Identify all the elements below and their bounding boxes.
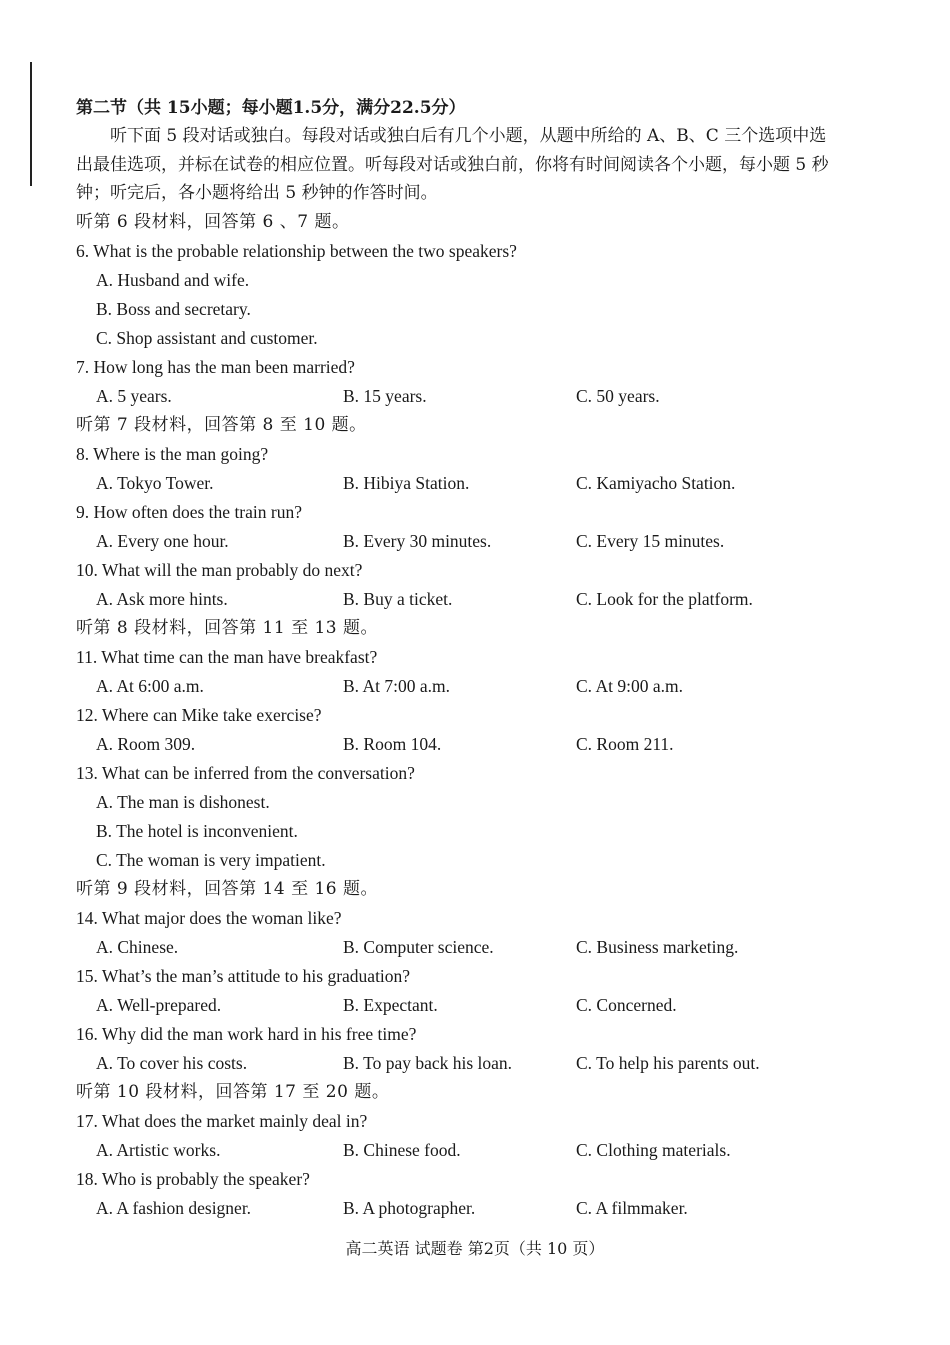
question-stem: 12. Where can Mike take exercise?	[76, 704, 322, 725]
block-header: 听第 9 段材料，回答第 14 至 16 题。	[76, 878, 379, 899]
options-row	[76, 1049, 836, 1078]
question-stem: 16. Why did the man work hard in his free time?	[76, 1023, 417, 1044]
options-row	[76, 1194, 836, 1223]
answer-option: A. Well-prepared.	[96, 994, 222, 1015]
block-header: 听第 7 段材料，回答第 8 至 10 题。	[76, 414, 367, 435]
answer-option: C. At 9:00 a.m.	[576, 675, 683, 696]
answer-option: C. To help his parents out.	[576, 1052, 760, 1073]
question-stem: 17. What does the market mainly deal in?	[76, 1110, 368, 1131]
answer-option: B. Buy a ticket.	[343, 588, 453, 609]
answer-option: C. Room 211.	[576, 733, 674, 754]
question-stem: 6. What is the probable relationship between the two speakers?	[76, 240, 517, 261]
question-stem: 8. Where is the man going?	[76, 443, 269, 464]
answer-option: C. Clothing materials.	[576, 1139, 731, 1160]
answer-option: A. The man is dishonest.	[96, 791, 270, 812]
answer-option: C. Kamiyacho Station.	[576, 472, 736, 493]
question-stem: 14. What major does the woman like?	[76, 907, 342, 928]
options-row	[76, 1136, 836, 1165]
answer-option: C. Shop assistant and customer.	[96, 327, 318, 348]
options-row	[76, 933, 836, 962]
answer-option: A. Every one hour.	[96, 530, 229, 551]
answer-option: C. The woman is very impatient.	[96, 849, 326, 870]
options-row	[76, 527, 836, 556]
answer-option: B. Hibiya Station.	[343, 472, 470, 493]
question-stem: 7. How long has the man been married?	[76, 356, 355, 377]
options-row	[76, 730, 836, 759]
question-stem: 13. What can be inferred from the conversation?	[76, 762, 415, 783]
options-row	[76, 672, 836, 701]
margin-line	[30, 62, 32, 186]
options-row	[76, 382, 836, 411]
answer-option: B. Every 30 minutes.	[343, 530, 492, 551]
answer-option: A. Ask more hints.	[96, 588, 228, 609]
answer-option: C. Business marketing.	[576, 936, 739, 957]
answer-option: B. The hotel is inconvenient.	[96, 820, 298, 841]
answer-option: B. Room 104.	[343, 733, 442, 754]
answer-option: B. Chinese food.	[343, 1139, 461, 1160]
answer-option: C. Concerned.	[576, 994, 677, 1015]
answer-option: C. A filmmaker.	[576, 1197, 688, 1218]
listening-blocks	[76, 208, 836, 1223]
block-header: 听第 10 段材料，回答第 17 至 20 题。	[76, 1081, 390, 1102]
answer-option: A. A fashion designer.	[96, 1197, 252, 1218]
answer-option: C. 50 years.	[576, 385, 660, 406]
answer-option: B. At 7:00 a.m.	[343, 675, 450, 696]
question-stem: 18. Who is probably the speaker?	[76, 1168, 310, 1189]
block-header: 听第 8 段材料，回答第 11 至 13 题。	[76, 617, 379, 638]
answer-option: A. Artistic works.	[96, 1139, 221, 1160]
options-row	[76, 469, 836, 498]
exam-page	[76, 94, 836, 1223]
answer-option: A. Tokyo Tower.	[96, 472, 214, 493]
answer-option: A. At 6:00 a.m.	[96, 675, 204, 696]
answer-option: C. Every 15 minutes.	[576, 530, 725, 551]
block-header: 听第 6 段材料，回答第 6 、7 题。	[76, 211, 350, 232]
answer-option: A. To cover his costs.	[96, 1052, 248, 1073]
answer-option: A. Room 309.	[96, 733, 196, 754]
answer-option: B. To pay back his loan.	[343, 1052, 513, 1073]
answer-option: B. Boss and secretary.	[96, 298, 251, 319]
answer-option: B. Computer science.	[343, 936, 494, 957]
answer-option: A. Chinese.	[96, 936, 179, 957]
answer-option: B. 15 years.	[343, 385, 427, 406]
options-row	[76, 991, 836, 1020]
page-footer: 高二英语 试题卷 第2页（共 10 页）	[345, 1239, 605, 1258]
options-row	[76, 585, 836, 614]
answer-option: A. Husband and wife.	[96, 269, 250, 290]
question-stem: 11. What time can the man have breakfast?	[76, 646, 378, 667]
question-stem: 10. What will the man probably do next?	[76, 559, 363, 580]
answer-option: C. Look for the platform.	[576, 588, 753, 609]
question-stem: 15. What’s the man’s attitude to his graduation?	[76, 965, 411, 986]
answer-option: B. Expectant.	[343, 994, 438, 1015]
question-stem: 9. How often does the train run?	[76, 501, 302, 522]
section-title: 第二节（共 15小题；每小题1.5分，满分22.5分）	[76, 98, 466, 118]
answer-option: B. A photographer.	[343, 1197, 476, 1218]
answer-option: A. 5 years.	[96, 385, 172, 406]
section-instructions: 听下面 5 段对话或独白。每段对话或独白后有几个小题，从题中所给的 A、B、C 三个选项中选出最佳选项，并标在试卷的相应位置。听每段对话或独白前，你将有时间阅读各个小题，每小题 5 秒钟；听完后，各小题将给出 5 秒钟的作答时间。	[76, 126, 829, 203]
